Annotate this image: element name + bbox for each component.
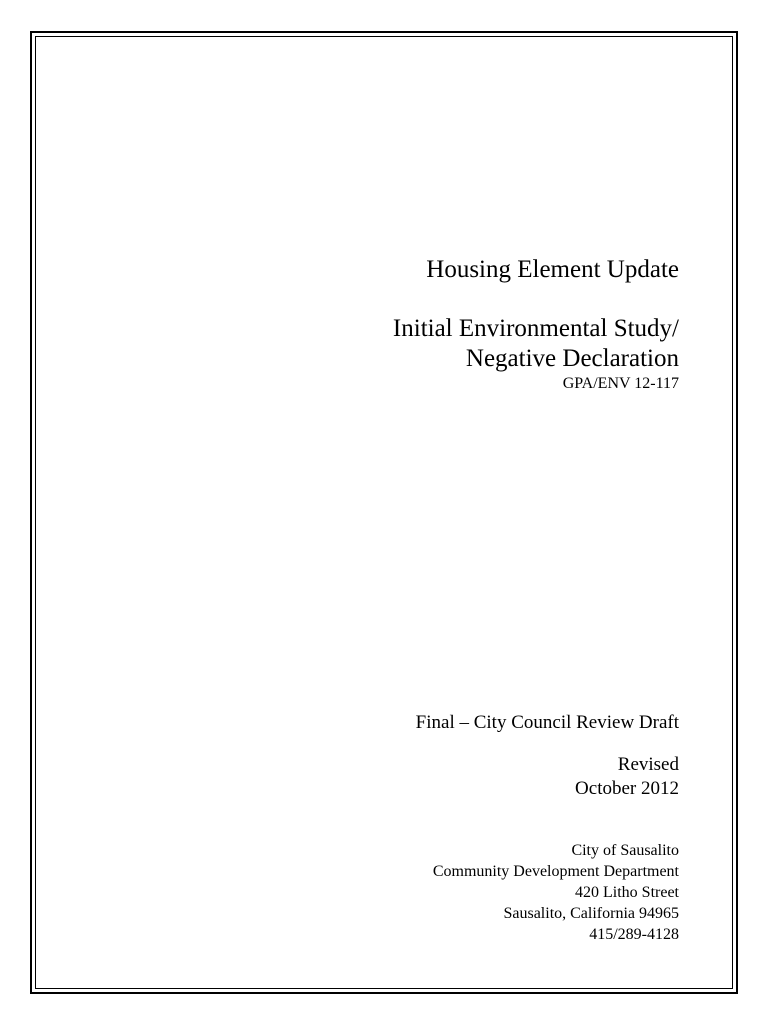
revised-label: Revised (617, 754, 679, 775)
contact-phone: 415/289-4128 (589, 926, 679, 943)
contact-block (433, 840, 679, 945)
contact-city-state-zip: Sausalito, California 94965 (503, 905, 679, 922)
contact-department: Community Development Department (432, 863, 679, 880)
contact-street: 420 Litho Street (575, 884, 679, 901)
revision-info (575, 753, 679, 801)
project-code: GPA/ENV 12-117 (562, 375, 679, 392)
document-title: Housing Element Update (426, 256, 679, 283)
revised-date: October 2012 (575, 778, 679, 799)
contact-city: City of Sausalito (571, 842, 679, 859)
draft-status: Final – City Council Review Draft (415, 712, 679, 733)
subtitle-line-2: Negative Declaration (465, 345, 679, 372)
subtitle-line-1: Initial Environmental Study/ (392, 315, 679, 342)
document-subtitle (393, 314, 679, 394)
